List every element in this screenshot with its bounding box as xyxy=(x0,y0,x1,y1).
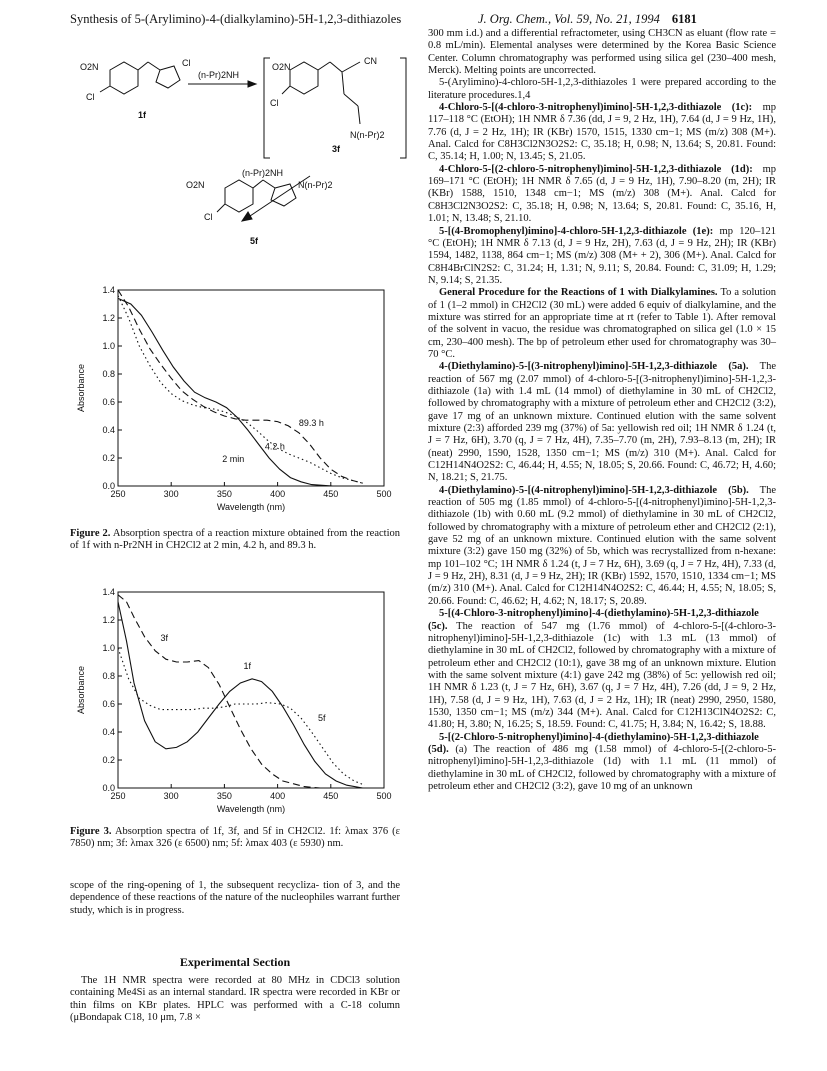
fig2-y-tick-label: 0.0 xyxy=(102,481,115,491)
compound-1c-title: 4-Chloro-5-[(4-chloro-3-nitrophenyl)imino]-5H-1,2,3-dithiazole (1c): xyxy=(439,102,753,114)
figure-3-chart xyxy=(70,584,400,824)
running-header-journal xyxy=(478,12,697,27)
scheme-npr2-5f: N(n-Pr)2 xyxy=(298,180,333,190)
scheme-cn-3f: CN xyxy=(364,56,377,66)
figure-2-caption xyxy=(70,528,400,553)
compound-5d-title: 5-[(2-Chloro-5-nitrophenyl)imino]-4-(diethylamino)-5H-1,2,3-dithiazole (5d). xyxy=(428,731,759,755)
fig3-series-3f xyxy=(118,595,363,788)
figure-3-caption-text: Absorption spectra of 1f, 3f, and 5f in CH2Cl2. 1f: λmax 376 (ε 7850) nm; 3f: λmax 326 (ε 6500) nm; 5f: λmax 403 (ε 5930) nm. xyxy=(70,826,401,850)
fig2-x-tick-label: 250 xyxy=(110,489,126,499)
fig2-x-tick-label: 500 xyxy=(376,489,392,499)
scheme-cl-ring-1f: Cl xyxy=(182,58,191,68)
paragraph-hplc: 300 mm i.d.) and a differential refractometer, using CH3CN as eluant (flow rate = 0.8 mL/min). Elemental analyses were determined by the Korea Basic Science Center. Column chromatography was performed using silica gel (230–400 mesh, Merck). Melting points are uncorrected. xyxy=(428,28,776,77)
compound-5b-title: 4-(Diethylamino)-5-[(4-nitrophenyl)imino]-5H-1,2,3-dithiazole (5b). xyxy=(439,484,749,496)
journal-citation: J. Org. Chem., Vol. 59, No. 21, 1994 xyxy=(478,12,660,26)
fig3-x-axis-label: Wavelength (nm) xyxy=(216,804,286,814)
paragraph-5d xyxy=(428,732,776,794)
fig3-y-tick-label: 0.2 xyxy=(102,755,115,765)
fig2-annotation-2-min: 2 min xyxy=(222,454,245,465)
fig2-y-tick-label: 0.2 xyxy=(102,453,115,463)
compound-5c-data: The reaction of 547 mg (1.76 mmol) of 4-chloro-5-[(4-chloro-3-nitrophenyl)imino]-5H-1,2,3-dithiazole (1c) with 1.3 mL (13 mmol) of diethylamine in 30 mL of CH2Cl2, followed by chromatography with a mixture of petroleum ether and CH2Cl2 (10:1), gave 38 mg of an unknown mixture. Elution with the same solvent mixture (4:1) gave 242 mg (38%) of 5c: yellowish red oil; 1H NMR δ 1.23 (t, J = 7 Hz, 6H), 3.67 (q, J = 7 Hz, 4H), 7.26 (dd, J = 9, 2 Hz, 1H), 7.58 (d, J = 9 Hz, 1H), 7.63 (d, J = 2 Hz, 1H); IR (neat) 2990, 2950, 1580, 1530, 1350 cm−1; MS (m/z) 344 (M+). Anal. Calcd for C12H13ClN4O2S2: C, 41.80; H, 3.80; N, 16.25; S, 18.59. Found: C, 41.75; H, 3.84; N, 16.42; S, 18.88. xyxy=(428,620,777,731)
scheme-reagent-1: (n-Pr)2NH xyxy=(198,70,240,80)
fig2-annotation-4-2-h: 4.2 h xyxy=(264,441,285,452)
compound-1e-title: 5-[(4-Bromophenyl)imino]-4-chloro-5H-1,2,3-dithiazole (1e): xyxy=(439,225,714,237)
compound-5c-title: 5-[(4-Chloro-3-nitrophenyl)imino]-4-(diethylamino)-5H-1,2,3-dithiazole (5c). xyxy=(428,608,759,632)
reaction-scheme xyxy=(70,48,410,268)
figure-2-caption-text: Absorption spectra of a reaction mixture obtained from the reaction of 1f with n-Pr2NH in CH2Cl2 at 2 min, 4.2 h, and 89.3 h. xyxy=(70,528,400,552)
scheme-o2n-1f: O2N xyxy=(80,62,99,72)
scheme-cl-3f: Cl xyxy=(270,98,279,108)
paragraph-5c xyxy=(428,608,776,731)
fig3-series-5f xyxy=(118,648,365,785)
paragraph-1d xyxy=(428,164,776,226)
left-body-conclusion xyxy=(70,880,400,917)
fig2-plot-frame xyxy=(118,290,384,486)
fig3-x-tick-label: 400 xyxy=(270,791,286,801)
scheme-o2n-5f: O2N xyxy=(186,180,205,190)
fig3-y-tick-label: 1.2 xyxy=(102,615,115,625)
paragraph-1c xyxy=(428,102,776,164)
fig3-y-tick-label: 1.0 xyxy=(102,643,115,653)
left-body-experimental xyxy=(70,975,400,1024)
fig3-y-tick-label: 0.4 xyxy=(102,727,115,737)
fig3-annotation-1f: 1f xyxy=(243,661,252,671)
fig3-y-tick-label: 0.8 xyxy=(102,671,115,681)
scheme-o2n-3f: O2N xyxy=(272,62,291,72)
compound-5a-title: 4-(Diethylamino)-5-[(3-nitrophenyl)imino]-5H-1,2,3-dithiazole (5a). xyxy=(439,361,749,373)
fig2-annotation-89-3-h: 89.3 h xyxy=(298,417,324,428)
right-column xyxy=(428,28,776,793)
fig3-y-tick-label: 0.0 xyxy=(102,783,115,793)
fig3-annotation-3f: 3f xyxy=(160,633,169,643)
running-header-title: Synthesis of 5-(Arylimino)-4-(dialkylamino)-5H-1,2,3-dithiazoles xyxy=(70,12,402,26)
compound-1d-title: 4-Chloro-5-[(2-chloro-5-nitrophenyl)imino]-5H-1,2,3-dithiazole (1d): xyxy=(439,163,753,175)
experimental-paragraph: The 1H NMR spectra were recorded at 80 MHz in CDCl3 solution containing Me4Si as an internal standard. IR spectra were recorded in KBr or thin films on KBr plates. HPLC was performed with a C-18 column (μBondapak C18, 10 μm, 7.8 × xyxy=(70,975,400,1023)
page-number: 6181 xyxy=(671,12,697,26)
scheme-cl-1f: Cl xyxy=(86,92,95,102)
general-procedure-title: General Procedure for the Reactions of 1 with Dialkylamines. xyxy=(439,287,718,299)
compound-5d-data: (a) The reaction of 486 mg (1.58 mmol) of 4-chloro-5-[(2-chloro-5-nitrophenyl)imino]-5H-1,2,3-dithiazole (1d) with 1.1 mL (11 mmol) of diethylamine in 30 mL of CH2Cl2, followed by chromatography with a mixture of petroleum ether and CH2Cl2 (3:2), gave 10 mg of an unknown xyxy=(428,743,776,792)
fig3-x-tick-label: 500 xyxy=(376,791,392,801)
figure-2-chart xyxy=(70,282,400,522)
paragraph-5a xyxy=(428,361,776,484)
fig2-x-tick-label: 300 xyxy=(163,489,179,499)
fig2-y-tick-label: 1.4 xyxy=(102,285,115,295)
fig2-y-tick-label: 0.8 xyxy=(102,369,115,379)
paragraph-general xyxy=(428,287,776,361)
fig3-x-tick-label: 250 xyxy=(110,791,126,801)
fig3-x-tick-label: 300 xyxy=(163,791,179,801)
fig2-x-tick-label: 350 xyxy=(216,489,232,499)
scheme-label-5f: 5f xyxy=(250,236,259,246)
conclusion-paragraph: scope of the ring-opening of 1, the subsequent recycliza- tion of 3, and the dependence of these reactions of the nature of the nucleophiles warrant further study, which is in progress. xyxy=(70,880,400,916)
figure-3-caption xyxy=(70,826,400,851)
fig3-y-tick-label: 1.4 xyxy=(102,587,115,597)
fig2-x-tick-label: 450 xyxy=(323,489,339,499)
general-procedure-text: To a solution of 1 (1–2 mmol) in CH2Cl2 (30 mL) were added 6 equiv of dialkylamine, and the mixture was stirred for an appropriate time at rt (refer to Table 1). After removal of the solvent in vacuo, the residue was chromatographed on silica gel (1.0 × 15 cm, 230–400 mesh). The bp of petroleum ether used for chromatography was 30–70 °C. xyxy=(428,287,777,360)
paragraph-5b xyxy=(428,485,776,608)
paragraph-prep: 5-(Arylimino)-4-chloro-5H-1,2,3-dithiazoles 1 were prepared according to the literature procedures.1,4 xyxy=(428,77,776,101)
paragraph-1e xyxy=(428,226,776,288)
fig2-y-tick-label: 0.6 xyxy=(102,397,115,407)
fig3-y-axis-label: Absorbance xyxy=(76,665,86,715)
fig2-x-tick-label: 400 xyxy=(270,489,286,499)
compound-1c-data: mp 117–118 °C (EtOH); 1H NMR δ 7.36 (dd, J = 9, 2 Hz, 1H), 7.64 (d, J = 9 Hz, 1H), 7.76 (d, J = 2 Hz, 1H); IR (KBr) 1570, 1515, 1330 cm−1; MS (m/z) 308 (M+). Anal. Calcd for C8H3Cl2N3O2S2: C, 35.18; H, 0.98; N, 13.64; S, 20.81. Found: C, 35.14; H, 1.00; N, 13.45; S, 21.05. xyxy=(428,102,776,163)
compound-5a-data: The reaction of 567 mg (2.07 mmol) of 4-chloro-5-[(3-nitrophenyl)imino]-5H-1,2,3-dithiazole (1a) with 1.4 mL (14 mmol) of diethylamine in 30 mL of CH2Cl2, followed by chromatography with a mixture of petroleum ether and CH2Cl2 (3:2), gave 17 mg of an unknown mixture. Continued elution with the same solvent mixture (2:3) afforded 239 mg (37%) of 5a: yellowish red oil; 1H NMR δ 1.24 (t, J = 7 Hz, 6H), 3.70 (q, J = 7 Hz, 4H), 7.35–7.70 (m, 2H), 7.93–8.13 (m, 2H); IR (neat) 2990, 1590, 1528, 1350 cm−1; MS (m/z) 310 (M+). Anal. Calcd for C12H14N4O2S2: C, 46.44; H, 4.55; N, 18.05; S, 20.66. Found: C, 46.72; H, 4.60; N, 18.21; S, 21.75. xyxy=(428,361,776,484)
scheme-cl-5f: Cl xyxy=(204,212,213,222)
scheme-label-1f: 1f xyxy=(138,110,147,120)
fig3-series-1f xyxy=(118,602,363,788)
fig3-annotation-5f: 5f xyxy=(318,712,326,723)
compound-5b-data: The reaction of 505 mg (1.85 mmol) of 4-chloro-5-[(4-nitrophenyl)imino]-5H-1,2,3-dithiazole (1b) with 0.60 mL (9.2 mmol) of diethylamine in 30 mL of CH2Cl2, followed by chromatography with a mixture of petroleum ether and CH2Cl2 (2:1), gave 52 mg of an unknown mixture. Continued elution with the same solvent mixture (3:2) gave 150 mg (32%) of 5b, which was recrystallized from n-hexane: mp 101–102 °C; 1H NMR δ 1.24 (t, J = 7 Hz, 6H), 3.69 (q, J = 7 Hz, 4H), 7.33 (d, J = 9 Hz, 2H), 8.31 (d, J = 9 Hz, 2H); IR (KBr) 1592, 1570, 1510, 1334 cm−1; MS (m/z) 310 (M+). Anal. Calcd for C12H14N4O2S2: C, 46.44; H, 4.55; N, 18.05; S, 20.66. Found: C, 46.62; H, 4.62; N, 18.17; S, 20.89. xyxy=(428,484,776,607)
fig3-x-tick-label: 350 xyxy=(216,791,232,801)
figure-2-label: Figure 2. xyxy=(70,528,111,539)
figure-3-label: Figure 3. xyxy=(70,826,112,837)
section-title: Experimental Section xyxy=(179,955,291,969)
fig2-y-tick-label: 0.4 xyxy=(102,425,115,435)
fig3-y-tick-label: 0.6 xyxy=(102,699,115,709)
fig2-x-axis-label: Wavelength (nm) xyxy=(216,502,286,512)
scheme-npr2-3f: N(n-Pr)2 xyxy=(350,130,385,140)
compound-1d-data: mp 169–171 °C (EtOH); 1H NMR δ 7.65 (d, J = 9 Hz, 1H), 7.90–8.20 (m, 2H); IR (KBr) 1588, 1510, 1348 cm−1; MS (m/z) 308 (M+). Anal. Calcd for C8H3Cl2N3O2S2: C, 35.18; H, 0.98; N, 13.64; S, 20.81. Found: C, 35.16, H, 1.01; N, 13.48; S, 21.10. xyxy=(428,163,776,225)
fig2-y-axis-label: Absorbance xyxy=(76,363,86,413)
fig3-x-tick-label: 450 xyxy=(323,791,339,801)
compound-1e-data: mp 120–121 °C (EtOH); 1H NMR δ 7.13 (d, J = 9 Hz, 2H), 7.63 (d, J = 9 Hz, 2H); IR (KBr) 1594, 1482, 1138, 864 cm−1; MS (m/z) 308 (M+ + 2), 306 (M+). Anal. Calcd for C8H4BrClN2S2: C, 31.24; H, 1.31; N, 9.11; S, 20.84. Found: C, 31.09; H, 1.29; N, 9.14; S, 21.35. xyxy=(428,225,777,286)
fig2-y-tick-label: 1.0 xyxy=(102,341,115,351)
fig3-plot-frame xyxy=(118,592,384,788)
fig2-y-tick-label: 1.2 xyxy=(102,313,115,323)
scheme-reagent-2: (n-Pr)2NH xyxy=(242,168,284,178)
scheme-label-3f: 3f xyxy=(332,144,341,154)
